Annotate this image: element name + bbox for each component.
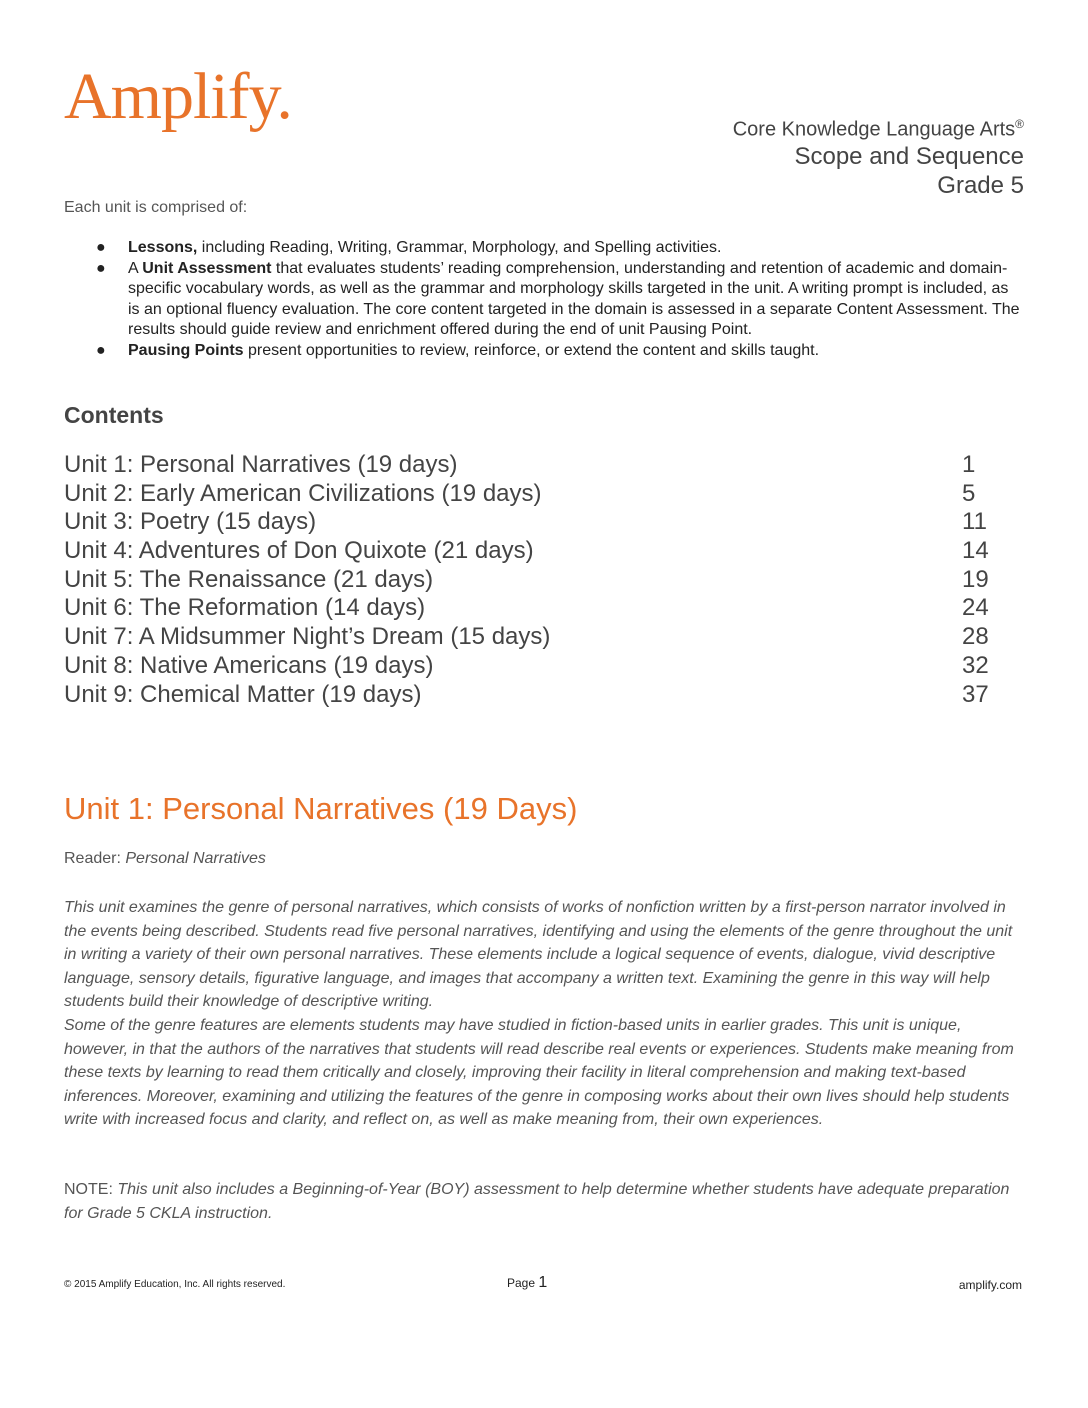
table-of-contents — [64, 451, 990, 709]
toc-page: 28 — [962, 623, 989, 651]
toc-row[interactable] — [64, 480, 990, 509]
toc-row[interactable] — [64, 652, 990, 681]
toc-page: 14 — [962, 537, 989, 565]
description-paragraph-2: Some of the genre features are elements students may have studied in fiction-based units in earlier grades. This unit is unique, however, in that the authors of the narratives that students will read describe real events or experiences. Students make meaning from these texts by learning to read them critically and closely, improving their facility in literal comprehension and making text-based inferences. Moreover, examining and utilizing the features of the genre in composing works about their own lives should help students write with increased focus and clarity, and reflect on, as well as make meaning from, their own experiences. — [64, 1016, 1014, 1129]
footer-website-link[interactable]: amplify.com — [958, 1278, 1022, 1292]
toc-page: 32 — [962, 651, 989, 679]
note-label: NOTE: — [64, 1181, 118, 1198]
product-name: Core Knowledge Language Arts® — [732, 117, 1024, 141]
bullet-icon: ● — [96, 239, 106, 256]
amplify-logo: Amplify. — [64, 60, 292, 133]
registered-mark: ® — [1015, 117, 1024, 131]
note-text: This unit also includes a Beginning-of-Year (BOY) assessment to help determine whether students have adequate preparation for Grade 5 CKLA instruction. — [64, 1181, 1010, 1222]
list-item-lessons: ● Lessons, including Reading, Writing, Grammar, Morphology, and Spelling activities. — [96, 238, 1020, 259]
copyright-notice: © 2015 Amplify Education, Inc. All rights reserved. — [64, 1279, 286, 1290]
toc-label: Unit 3: Poetry (15 days) — [64, 508, 317, 536]
toc-row[interactable] — [64, 537, 990, 566]
bullet-icon: ● — [96, 259, 106, 277]
toc-label: Unit 7: A Midsummer Night’s Dream (15 days) — [64, 623, 551, 651]
description-paragraph-1: This unit examines the genre of personal narratives, which consists of works of nonfiction written by a first-person narrator involved in the events being described. Students read five personal narratives, identifying and using the elements of the genre throughout the unit in writing a variety of their own personal narratives. These elements include a logical sequence of events, dialogue, vivid descriptive language, sensory details, figurative language, and images that accompany a written text. Examining the genre in this way will help students build their knowledge of descriptive writing. — [64, 899, 1013, 1011]
unit-description — [64, 896, 1026, 1132]
toc-page: 11 — [962, 508, 987, 536]
list-item-pausing-points: ● Pausing Points present opportunities to review, reinforce, or extend the content and skills taught. — [96, 341, 1020, 362]
toc-label: Unit 1: Personal Narratives (19 days) — [64, 451, 458, 478]
document-header — [733, 112, 1024, 200]
toc-label: Unit 4: Adventures of Don Quixote (21 days) — [64, 537, 534, 565]
toc-label: Unit 9: Chemical Matter (19 days) — [64, 680, 422, 708]
toc-label: Unit 2: Early American Civilizations (19 days) — [64, 479, 542, 507]
contents-heading: Contents — [64, 402, 164, 428]
grade-label: Grade 5 — [937, 171, 1024, 199]
toc-row[interactable] — [64, 681, 990, 710]
toc-row[interactable] — [64, 623, 990, 652]
toc-row[interactable] — [64, 508, 990, 537]
toc-label: Unit 5: The Renaissance (21 days) — [64, 565, 434, 593]
toc-label: Unit 6: The Reformation (14 days) — [64, 594, 426, 622]
toc-page: 37 — [962, 680, 989, 708]
toc-page: 24 — [962, 594, 989, 622]
bullet-icon: ● — [96, 341, 106, 359]
list-item-unit-assessment: ● A Unit Assessment that evaluates students’ reading comprehension, understanding and retention of academic and domain-specific vocabulary words, as well as the grammar and morphology skills targeted in the unit. A writing prompt is included, as is an optional fluency evaluation. The core content targeted in the domain is assessed in a separate Content Assessment. The results should guide review and enrichment offered during the end of unit Pausing Point. — [96, 259, 1020, 338]
document-title: Scope and Sequence — [794, 142, 1024, 170]
toc-page: 5 — [962, 479, 976, 507]
page-number: Page 1 — [507, 1274, 548, 1291]
reader-line: Reader: Personal Narratives — [64, 850, 266, 867]
unit-components-list — [96, 238, 1020, 361]
toc-page: 19 — [962, 565, 989, 593]
toc-row[interactable] — [64, 451, 990, 480]
toc-page: 1 — [962, 451, 976, 478]
toc-row[interactable] — [64, 594, 990, 623]
intro-text: Each unit is comprised of: — [64, 199, 248, 216]
toc-row[interactable] — [64, 566, 990, 595]
unit-1-heading: Unit 1: Personal Narratives (19 Days) — [64, 791, 578, 826]
unit-note — [64, 1178, 1026, 1225]
toc-label: Unit 8: Native Americans (19 days) — [64, 651, 434, 679]
reader-title: Personal Narratives — [125, 850, 266, 867]
